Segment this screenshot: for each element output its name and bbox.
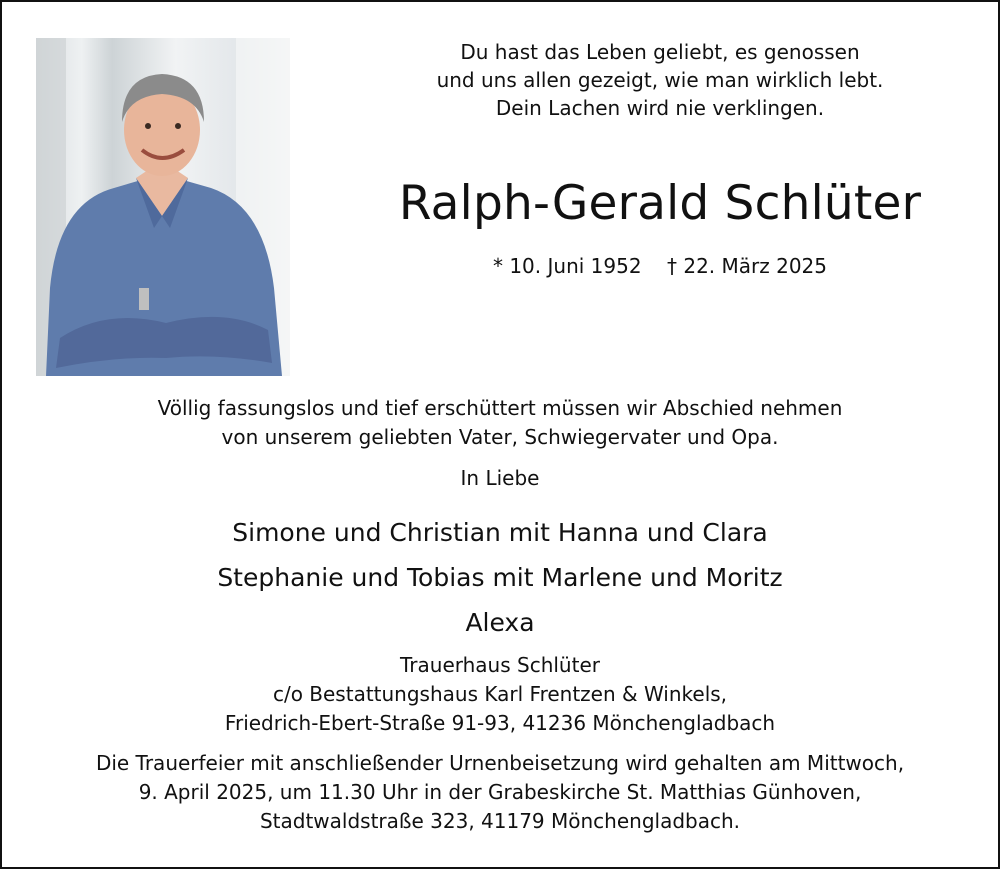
death-date: † 22. März 2025 — [667, 254, 828, 278]
ceremony-line: Die Trauerfeier mit anschließender Urnenbeisetzung wird gehalten am Mittwoch, — [95, 751, 905, 775]
poem-line: Dein Lachen wird nie verklingen. — [495, 96, 825, 120]
mourning-message — [0, 394, 1000, 452]
family-line: Stephanie und Tobias mit Marlene und Moritz — [217, 563, 783, 592]
poem-line: und uns allen gezeigt, wie man wirklich lebt. — [436, 68, 884, 92]
ceremony-info — [0, 749, 1000, 836]
family-line: Simone und Christian mit Hanna und Clara — [232, 518, 768, 547]
portrait-illustration — [36, 38, 290, 376]
birth-date: * 10. Juni 1952 — [492, 254, 642, 278]
family-list — [0, 510, 1000, 645]
address-line: Trauerhaus Schlüter — [400, 653, 600, 677]
mourning-address — [0, 651, 1000, 738]
address-line: c/o Bestattungshaus Karl Frentzen & Winkels, — [272, 682, 728, 706]
ceremony-line: Stadtwaldstraße 323, 41179 Mönchengladbach. — [259, 809, 741, 833]
portrait-photo — [36, 38, 290, 376]
message-line: Völlig fassungslos und tief erschüttert müssen wir Abschied nehmen — [157, 396, 843, 420]
life-dates — [330, 254, 990, 278]
ceremony-line: 9. April 2025, um 11.30 Uhr in der Grabeskirche St. Matthias Günhoven, — [138, 780, 862, 804]
in-love-label: In Liebe — [460, 466, 540, 490]
family-line: Alexa — [465, 608, 535, 637]
message-line: von unserem geliebten Vater, Schwiegervater und Opa. — [221, 425, 779, 449]
poem-line: Du hast das Leben geliebt, es genossen — [460, 40, 860, 64]
deceased-name: Ralph-Gerald Schlüter — [398, 176, 922, 231]
address-line: Friedrich-Ebert-Straße 91-93, 41236 Mönchengladbach — [224, 711, 776, 735]
poem — [320, 38, 1000, 122]
